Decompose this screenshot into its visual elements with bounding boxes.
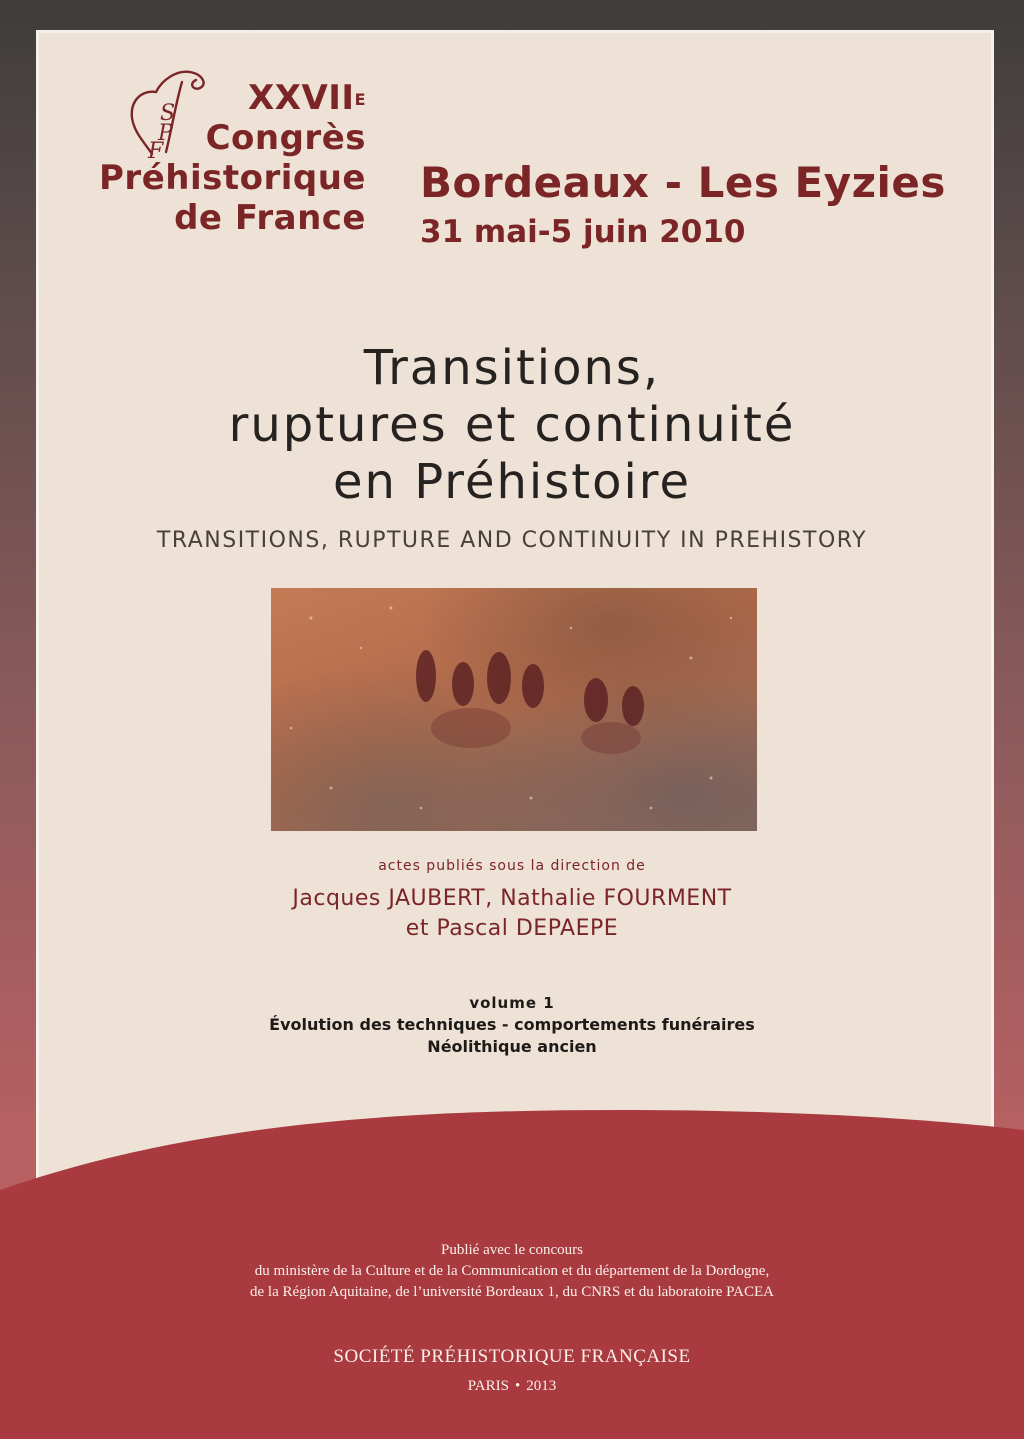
support-credits — [0, 1240, 1024, 1303]
editors-names — [0, 884, 1024, 944]
event-city: Bordeaux - Les Eyzies — [420, 158, 946, 207]
hand-stencil-marks — [271, 588, 757, 831]
congress-heading — [99, 78, 366, 238]
title-line-1: Transitions, — [363, 340, 661, 396]
congress-line-3: Préhistorique — [99, 158, 366, 198]
support-line-3: de la Région Aquitaine, de l’université Bordeaux 1, du CNRS et du laboratoire PACEA — [250, 1284, 774, 1300]
english-subtitle: TRANSITIONS, RUPTURE AND CONTINUITY IN PREHISTORY — [156, 528, 868, 553]
publisher-name: SOCIÉTÉ PRÉHISTORIQUE FRANÇAISE — [333, 1346, 691, 1367]
title-line-2: ruptures et continuité — [228, 397, 796, 453]
svg-text:F: F — [148, 139, 164, 162]
congress-line-2: Congrès — [205, 118, 366, 158]
publisher-place-year — [0, 1378, 1024, 1395]
publisher-year: 2013 — [526, 1378, 557, 1394]
cave-painting-image — [271, 588, 757, 831]
congress-number-suffix: E — [354, 90, 366, 109]
volume-info — [0, 992, 1024, 1058]
volume-line-1: Évolution des techniques - comportements funéraires — [269, 1015, 755, 1034]
publisher-city: PARIS — [467, 1378, 509, 1394]
event-dates: 31 mai-5 juin 2010 — [420, 214, 746, 250]
congress-number: $XXVII^E$ — [248, 78, 366, 118]
support-line-1: Publié avec le concours — [440, 1242, 584, 1258]
support-line-2: du ministère de la Culture et de la Communication et du département de la Dordogne, — [254, 1263, 770, 1279]
title-line-3: en Préhistoire — [332, 454, 692, 510]
editors-line-1: Jacques JAUBERT, Nathalie FOURMENT — [292, 886, 732, 911]
svg-text:S: S — [160, 101, 176, 126]
book-title — [0, 340, 1024, 511]
editors-intro: actes publiés sous la direction de — [378, 858, 646, 874]
volume-line-2: Néolithique ancien — [427, 1037, 597, 1056]
editors-line-2: et Pascal DEPAEPE — [405, 916, 619, 941]
svg-text:P: P — [158, 121, 173, 146]
congress-line-4: de France — [174, 198, 366, 238]
separator-dot: • — [514, 1378, 521, 1394]
volume-label: volume 1 — [469, 994, 555, 1012]
